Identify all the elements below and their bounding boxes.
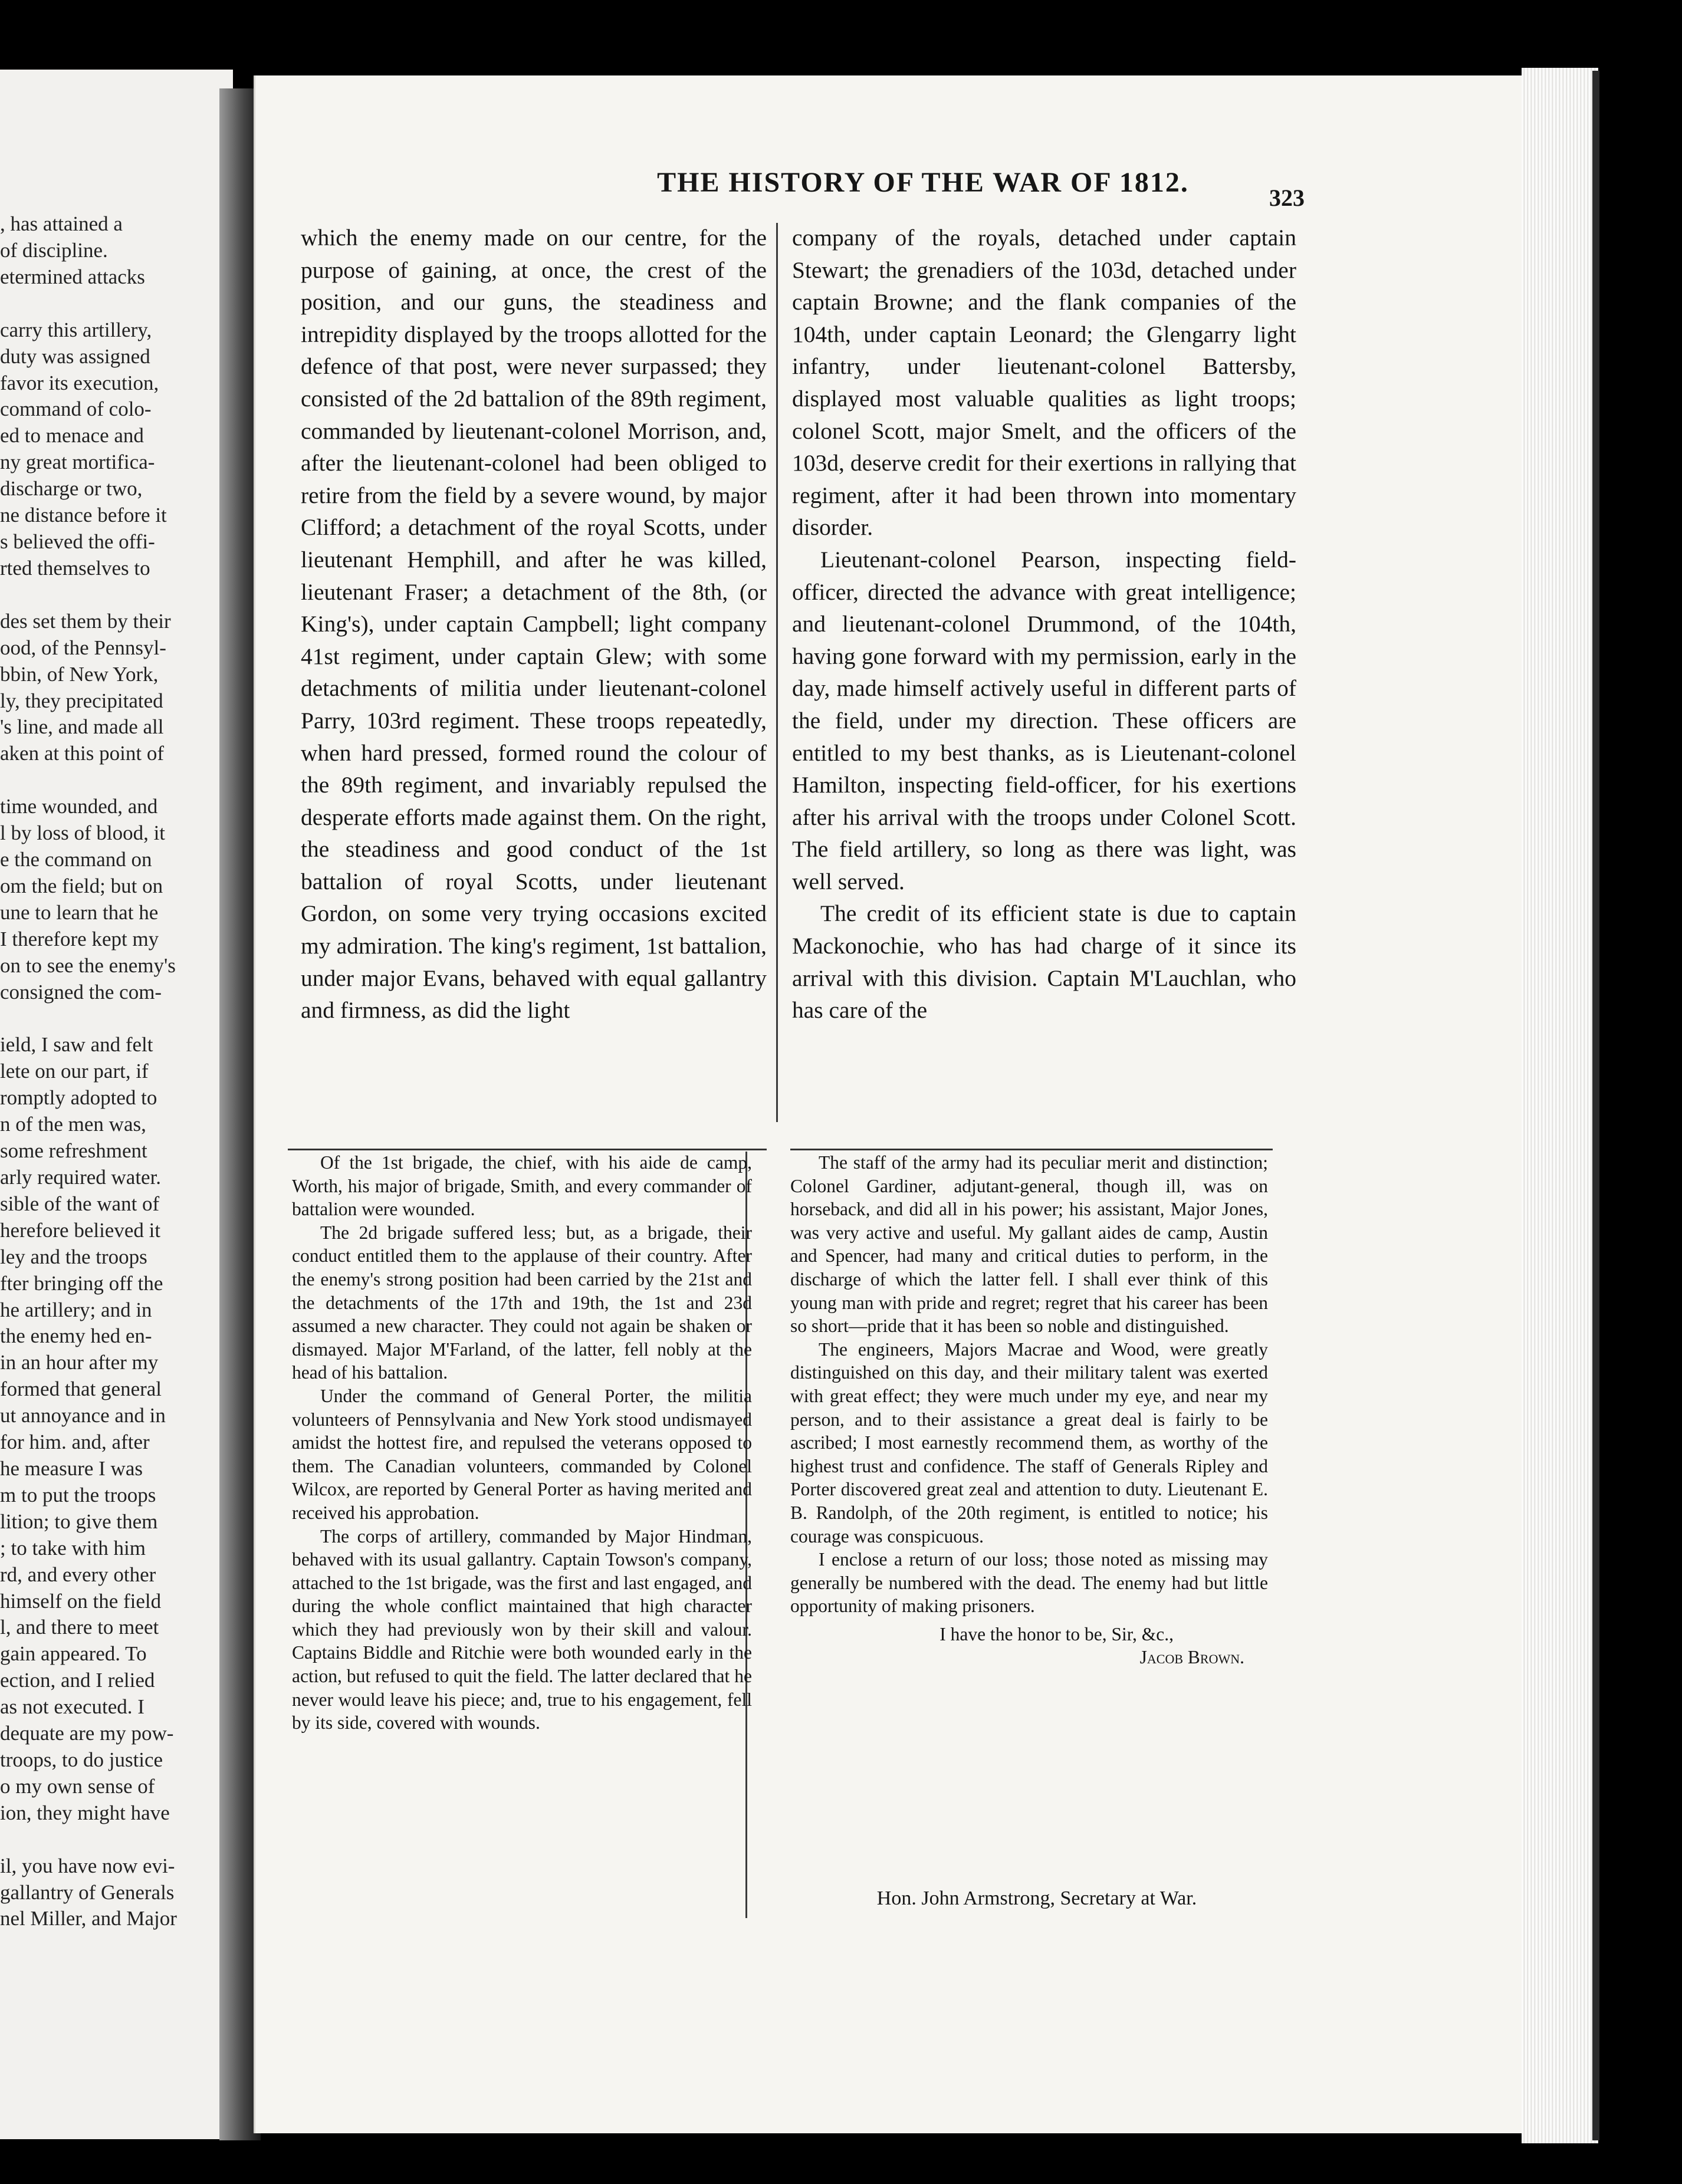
- facing-page-line: lete on our part, if: [0, 1060, 149, 1083]
- facing-page-line: l, and there to meet: [0, 1616, 159, 1639]
- facing-page-gap: [0, 767, 224, 794]
- body-paragraph: company of the royals, detached under captain Stewart; the grenadiers of the 103d, detached under captain Browne; and the flank companies of the 104th, under captain Leonard; the Glengarry light infantry, under lieutenant-colonel Battersby, displayed most valuable qualities as light troops; colonel Scott, major Smelt, and the officers of the 103d, deserve credit for their exertions in rallying that regiment, after it had been thrown into momentary disorder.: [792, 225, 1296, 541]
- facing-page-line: il, you have now evi-: [0, 1854, 175, 1877]
- facing-page-gap: [0, 1827, 224, 1853]
- facing-page-line: favor its execution,: [0, 371, 159, 394]
- body-paragraph: Lieutenant-colonel Pearson, inspecting field-officer, directed the advance with great intelligence; and lieutenant-colonel Drummond, of the 104th, having gone forward with my permission, early in the day, made himself actively useful in different parts of the field, under my direction. These officers are entitled to my best thanks, as is Lieutenant-colonel Hamilton, inspecting field-officer, for his exertions after his arrival with the troops under Colonel Scott. The field artillery, so long as there was light, was well served.: [792, 546, 1296, 894]
- addressee-line: Hon. John Armstrong, Secretary at War.: [876, 1887, 1197, 1909]
- facing-page-line: ed to menace and: [0, 424, 144, 448]
- facing-page-line: une to learn that he: [0, 900, 159, 924]
- facing-page-line: ly, they precipitated: [0, 689, 163, 712]
- facing-page-line: formed that general: [0, 1377, 162, 1401]
- facing-page-line: ection, and I relied: [0, 1669, 155, 1692]
- facing-page-line: he measure I was: [0, 1456, 143, 1480]
- facing-page-line: aken at this point of: [0, 742, 165, 765]
- facing-page-line: om the field; but on: [0, 874, 163, 897]
- facing-page-line: discharge or two,: [0, 477, 143, 501]
- notes-right-column: [790, 1151, 1268, 1864]
- facing-page-line: herefore believed it: [0, 1218, 161, 1242]
- facing-page-line: ; to take with him: [0, 1536, 146, 1560]
- facing-page-text: [0, 211, 224, 1932]
- main-text-right-column: [792, 222, 1296, 1127]
- facing-page-line: the enemy hed en-: [0, 1324, 152, 1348]
- facing-page-line: ny great mortifica-: [0, 450, 155, 474]
- notes-rule-right: [790, 1149, 1273, 1150]
- facing-page-line: bbin, of New York,: [0, 662, 159, 686]
- facing-page-line: time wounded, and: [0, 795, 158, 818]
- facing-page-line: romptly adopted to: [0, 1086, 157, 1110]
- body-paragraph: The credit of its efficient state is due to captain Mackonochie, who has had charge of it since its arrival with this division. Captain M'Lauchlan, who has care of the: [792, 900, 1296, 1024]
- facing-page-line: o my own sense of: [0, 1774, 155, 1798]
- facing-page-line: he artillery; and in: [0, 1298, 152, 1321]
- facing-page-line: in an hour after my: [0, 1351, 159, 1374]
- running-header: THE HISTORY OF THE WAR OF 1812.: [657, 167, 1189, 198]
- facing-page-gap: [0, 1005, 224, 1032]
- note-paragraph: The 2d brigade suffered less; but, as a brigade, their conduct entitled them to the applause of their country. After the enemy's strong position had been carried by the 21st and the detachments of the 17th and 19th, the 1st and 23d assumed a new character. They could not again be shaken or dismayed. Major M'Farland, of the latter, fell nobly at the head of his battalion.: [292, 1222, 752, 1383]
- facing-page-line: as not executed. I: [0, 1695, 144, 1719]
- facing-page-line: m to put the troops: [0, 1483, 156, 1507]
- note-paragraph: The engineers, Majors Macrae and Wood, were greatly distinguished on this day, and their military talent was exerted with great effect; they were much under my eye, and near my person, and to their assistance a great deal is fairly to be ascribed; I most earnestly recommend them, as worthy of the highest trust and confidence. The staff of Generals Ripley and Porter discovered great zeal and attention to duty. Lieutenant E. B. Randolph, of the 20th regiment, is entitled to notice; his courage was conspicuous.: [790, 1338, 1268, 1547]
- facing-page-line: of discipline.: [0, 238, 108, 262]
- note-paragraph: Of the 1st brigade, the chief, with his aide de camp, Worth, his major of brigade, Smith, and every commander of battalion were wounded.: [292, 1152, 752, 1220]
- facing-page-line: sible of the want of: [0, 1192, 160, 1215]
- facing-page-line: nel Miller, and Major: [0, 1907, 177, 1930]
- facing-page-line: e the command on: [0, 848, 152, 871]
- facing-page-line: dequate are my pow-: [0, 1722, 174, 1745]
- facing-page-line: himself on the field: [0, 1589, 162, 1613]
- facing-page-line: fter bringing off the: [0, 1271, 163, 1295]
- facing-page-line: gain appeared. To: [0, 1642, 147, 1666]
- facing-page-line: des set them by their: [0, 609, 171, 633]
- facing-page: [0, 70, 233, 2139]
- facing-page-line: arly required water.: [0, 1166, 162, 1189]
- facing-page-line: ley and the troops: [0, 1245, 147, 1268]
- facing-page-line: ut annoyance and in: [0, 1404, 166, 1428]
- note-paragraph: The corps of artillery, commanded by Major Hindman, behaved with its usual gallantry. Captain Towson's company, attached to the 1st brigade, was the first and last engaged, and during the whole conflict maintained that high character which they had previously won by their skill and valour. Captains Biddle and Ritchie were both wounded early in the action, but refused to quit the field. The latter declared that he never would leave his piece; and, true to his engagement, fell by its side, covered with wounds.: [292, 1525, 752, 1734]
- facing-page-line: carry this artillery,: [0, 318, 152, 341]
- facing-page-gap: [0, 582, 224, 609]
- signature: Jacob Brown.: [1139, 1647, 1244, 1668]
- facing-page-line: ion, they might have: [0, 1801, 170, 1824]
- facing-page-line: some refreshment: [0, 1139, 147, 1163]
- facing-page-line: ield, I saw and felt: [0, 1033, 153, 1057]
- facing-page-line: on to see the enemy's: [0, 953, 176, 977]
- facing-page-line: lition; to give them: [0, 1509, 158, 1533]
- facing-page-line: ne distance before it: [0, 504, 167, 527]
- facing-page-line: duty was assigned: [0, 344, 150, 368]
- notes-left-column: [292, 1151, 752, 1912]
- facing-page-line: n of the men was,: [0, 1113, 146, 1136]
- column-rule: [776, 223, 778, 1122]
- facing-page-line: ood, of the Pennsyl-: [0, 636, 166, 659]
- closing-line: I have the honor to be, Sir, &c.,: [939, 1623, 1174, 1644]
- note-paragraph: The staff of the army had its peculiar merit and distinction; Colonel Gardiner, adjutant-general, though ill, was on horseback, and did all in his power; his assistant, Major Jones, was very active and useful. My gallant aides de camp, Austin and Spencer, had many and critical duties to perform, in the discharge of which the latter fell. I shall ever think of this young man with pride and regret; regret that his career has been so short—pride that it has been so noble and distinguished.: [790, 1152, 1268, 1337]
- note-paragraph: I enclose a return of our loss; those noted as missing may generally be numbered with the dead. The enemy had but little opportunity of making prisoners.: [790, 1549, 1268, 1617]
- facing-page-line: rted themselves to: [0, 556, 150, 580]
- facing-page-line: for him. and, after: [0, 1430, 150, 1454]
- page-edges: [1522, 68, 1598, 2143]
- facing-page-line: I therefore kept my: [0, 927, 159, 950]
- facing-page-line: , has attained a: [0, 212, 123, 235]
- main-text-left-column: [301, 222, 767, 1127]
- facing-page-line: consigned the com-: [0, 980, 162, 1004]
- note-paragraph: Under the command of General Porter, the militia volunteers of Pennsylvania and New York stood undismayed amidst the hottest fire, and repulsed the veterans opposed to them. The Canadian volunteers, commanded by Colonel Wilcox, are reported by General Porter as having merited and received his approbation.: [292, 1385, 752, 1523]
- facing-page-line: rd, and every other: [0, 1563, 156, 1586]
- facing-page-line: s believed the offi-: [0, 529, 155, 553]
- facing-page-line: etermined attacks: [0, 265, 145, 288]
- notes-rule-left: [288, 1149, 767, 1150]
- facing-page-gap: [0, 291, 224, 317]
- facing-page-line: 's line, and made all: [0, 715, 164, 739]
- facing-page-line: command of colo-: [0, 397, 152, 421]
- page-number: 323: [1269, 185, 1305, 211]
- body-paragraph: which the enemy made on our centre, for the purpose of gaining, at once, the crest of the position, and our guns, the steadiness and intrepidity displayed by the troops allotted for the defence of that post, were never surpassed; they consisted of the 2d battalion of the 89th regiment, commanded by lieutenant-colonel Morrison, and, after the lieutenant-colonel had been obliged to retire from the field by a severe wound, by major Clifford; a detachment of the royal Scotts, under lieutenant Hemphill, and after he was killed, lieutenant Fraser; a detachment of the 8th, (or King's), under captain Campbell; light company 41st regiment, under captain Glew; with some detachments of militia under lieutenant-colonel Parry, 103rd regiment. These troops repeatedly, when hard pressed, formed round the colour of the 89th regiment, and invariably repulsed the desperate efforts made against them. On the right, the steadiness and good conduct of the 1st battalion of royal Scotts, under lieutenant Gordon, on some very trying occasions excited my admiration. The king's regiment, 1st battalion, under major Evans, behaved with equal gallantry and firmness, as did the light: [301, 225, 767, 1024]
- facing-page-line: troops, to do justice: [0, 1748, 163, 1771]
- facing-page-line: gallantry of Generals: [0, 1880, 175, 1904]
- facing-page-line: l by loss of blood, it: [0, 821, 166, 845]
- page-edge-shadow: [1592, 71, 1599, 2140]
